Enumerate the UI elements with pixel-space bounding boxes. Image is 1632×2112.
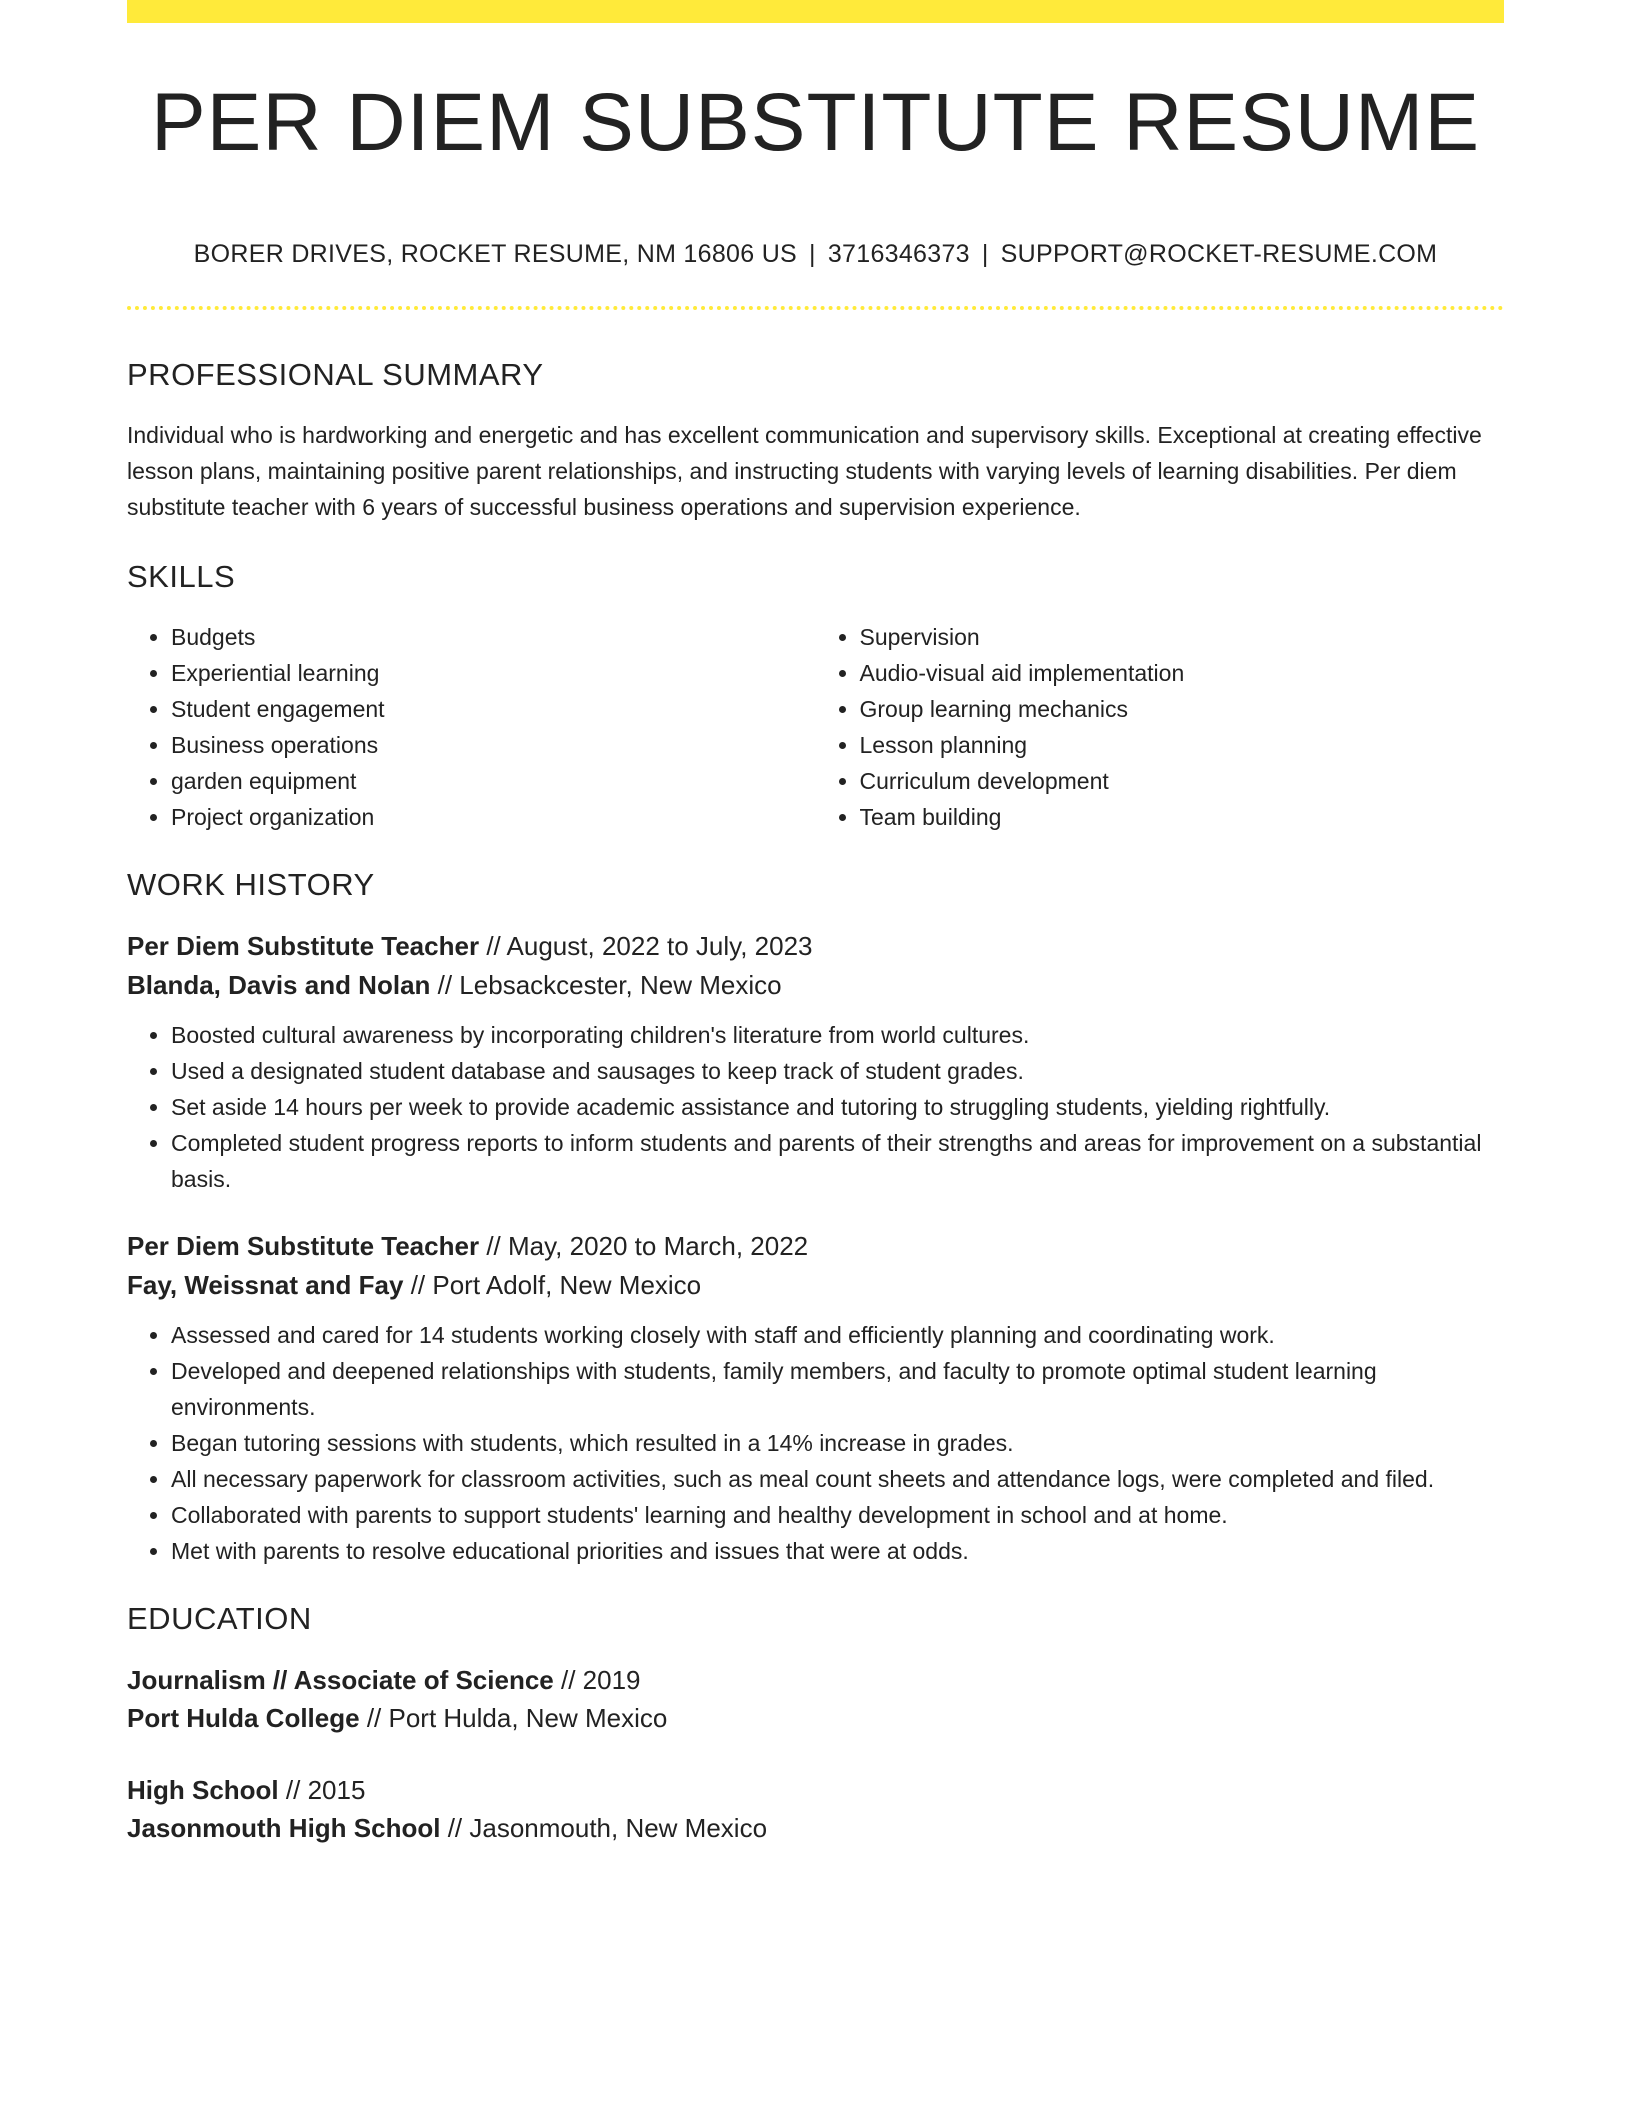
summary-heading: PROFESSIONAL SUMMARY bbox=[127, 357, 544, 392]
education-entry bbox=[127, 1771, 1504, 1847]
education-school-line bbox=[127, 1699, 1504, 1737]
accent-top-bar bbox=[127, 0, 1504, 23]
education-year: // 2019 bbox=[561, 1665, 641, 1695]
skill-item: • Group learning mechanics bbox=[860, 691, 1505, 727]
skill-item: • Business operations bbox=[171, 727, 816, 763]
summary-text: Individual who is hardworking and energetic and has excellent communication and supervisory skills. Exceptional at creating effective lesson plans, maintaining positive parent relationships, and instructing students with varying levels of learning disabilities. Per diem substitute teacher with 6 years of successful business operations and supervision experience. bbox=[127, 422, 1482, 520]
resume-content bbox=[127, 355, 1504, 1881]
skill-item: • Budgets bbox=[171, 619, 816, 655]
job-bullets bbox=[127, 1317, 1504, 1569]
job-bullet: • Boosted cultural awareness by incorporating children's literature from world cultures. bbox=[171, 1017, 1504, 1053]
education-location: // Port Hulda, New Mexico bbox=[366, 1703, 668, 1733]
education-year: // 2015 bbox=[285, 1775, 366, 1805]
job-dates: // August, 2022 to July, 2023 bbox=[486, 931, 813, 961]
contact-line bbox=[127, 238, 1504, 270]
skills-heading: SKILLS bbox=[127, 559, 236, 594]
job-dates: // May, 2020 to March, 2022 bbox=[486, 1231, 809, 1261]
skills-section bbox=[127, 557, 1504, 835]
job-bullet: • Used a designated student database and sausages to keep track of student grades. bbox=[171, 1053, 1504, 1089]
skill-item: • Curriculum development bbox=[860, 763, 1505, 799]
education-entry bbox=[127, 1661, 1504, 1737]
dotted-divider bbox=[127, 306, 1504, 310]
job-bullet: • Assessed and cared for 14 students working closely with staff and efficiently planning and coordinating work. bbox=[171, 1317, 1504, 1353]
work-history-section bbox=[127, 865, 1504, 1569]
education-degree: High School bbox=[127, 1775, 279, 1805]
summary-section bbox=[127, 355, 1504, 525]
skill-item: • Supervision bbox=[860, 619, 1505, 655]
work-history-heading: WORK HISTORY bbox=[127, 867, 375, 902]
job-company: Fay, Weissnat and Fay bbox=[127, 1270, 404, 1300]
education-section bbox=[127, 1599, 1504, 1847]
job-bullet: • Collaborated with parents to support students' learning and healthy development in school and at home. bbox=[171, 1497, 1504, 1533]
education-heading: EDUCATION bbox=[127, 1601, 312, 1636]
job-bullet: • Developed and deepened relationships with students, family members, and faculty to promote optimal student learning environments. bbox=[171, 1353, 1504, 1425]
skills-columns bbox=[127, 619, 1504, 835]
job-location: // Port Adolf, New Mexico bbox=[410, 1270, 702, 1300]
contact-separator: | bbox=[809, 240, 816, 268]
education-degree-line bbox=[127, 1661, 1504, 1699]
skill-item: • Student engagement bbox=[171, 691, 816, 727]
job-bullet: • Set aside 14 hours per week to provide academic assistance and tutoring to struggling students, yielding rightfully. bbox=[171, 1089, 1504, 1125]
job-bullet: • Completed student progress reports to inform students and parents of their strengths and areas for improvement on a substantial basis. bbox=[171, 1125, 1504, 1197]
job-entry bbox=[127, 1227, 1504, 1569]
skill-item: • Experiential learning bbox=[171, 655, 816, 691]
education-location: // Jasonmouth, New Mexico bbox=[447, 1813, 768, 1843]
education-degree: Journalism // Associate of Science bbox=[127, 1665, 554, 1695]
contact-separator: | bbox=[981, 240, 989, 268]
skill-item: • Lesson planning bbox=[860, 727, 1505, 763]
job-title: Per Diem Substitute Teacher bbox=[127, 1231, 480, 1261]
job-title-line bbox=[127, 927, 1504, 966]
job-location: // Lebsackcester, New Mexico bbox=[437, 970, 782, 1000]
skills-left-list bbox=[127, 619, 816, 835]
contact-email: SUPPORT@ROCKET-RESUME.COM bbox=[1000, 240, 1438, 268]
skill-item: • Team building bbox=[860, 799, 1505, 835]
contact-phone: 3716346373 bbox=[827, 240, 970, 268]
job-entry bbox=[127, 927, 1504, 1197]
education-degree-line bbox=[127, 1771, 1504, 1809]
resume-title: PER DIEM SUBSTITUTE RESUME bbox=[150, 77, 1481, 168]
job-title-line bbox=[127, 1227, 1504, 1266]
job-bullet: • All necessary paperwork for classroom activities, such as meal count sheets and attendance logs, were completed and filed. bbox=[171, 1461, 1504, 1497]
job-title: Per Diem Substitute Teacher bbox=[127, 931, 480, 961]
job-bullets bbox=[127, 1017, 1504, 1197]
contact-address: BORER DRIVES, ROCKET RESUME, NM 16806 US bbox=[193, 240, 798, 268]
job-bullet: • Began tutoring sessions with students, which resulted in a 14% increase in grades. bbox=[171, 1425, 1504, 1461]
education-school: Jasonmouth High School bbox=[127, 1813, 441, 1843]
job-company-line bbox=[127, 1266, 1504, 1305]
education-school-line bbox=[127, 1809, 1504, 1847]
skills-right-list bbox=[816, 619, 1505, 835]
skill-item: • Audio-visual aid implementation bbox=[860, 655, 1505, 691]
job-company-line bbox=[127, 966, 1504, 1005]
education-school: Port Hulda College bbox=[127, 1703, 360, 1733]
skill-item: • garden equipment bbox=[171, 763, 816, 799]
job-bullet: • Met with parents to resolve educational priorities and issues that were at odds. bbox=[171, 1533, 1504, 1569]
skill-item: • Project organization bbox=[171, 799, 816, 835]
job-company: Blanda, Davis and Nolan bbox=[127, 970, 431, 1000]
